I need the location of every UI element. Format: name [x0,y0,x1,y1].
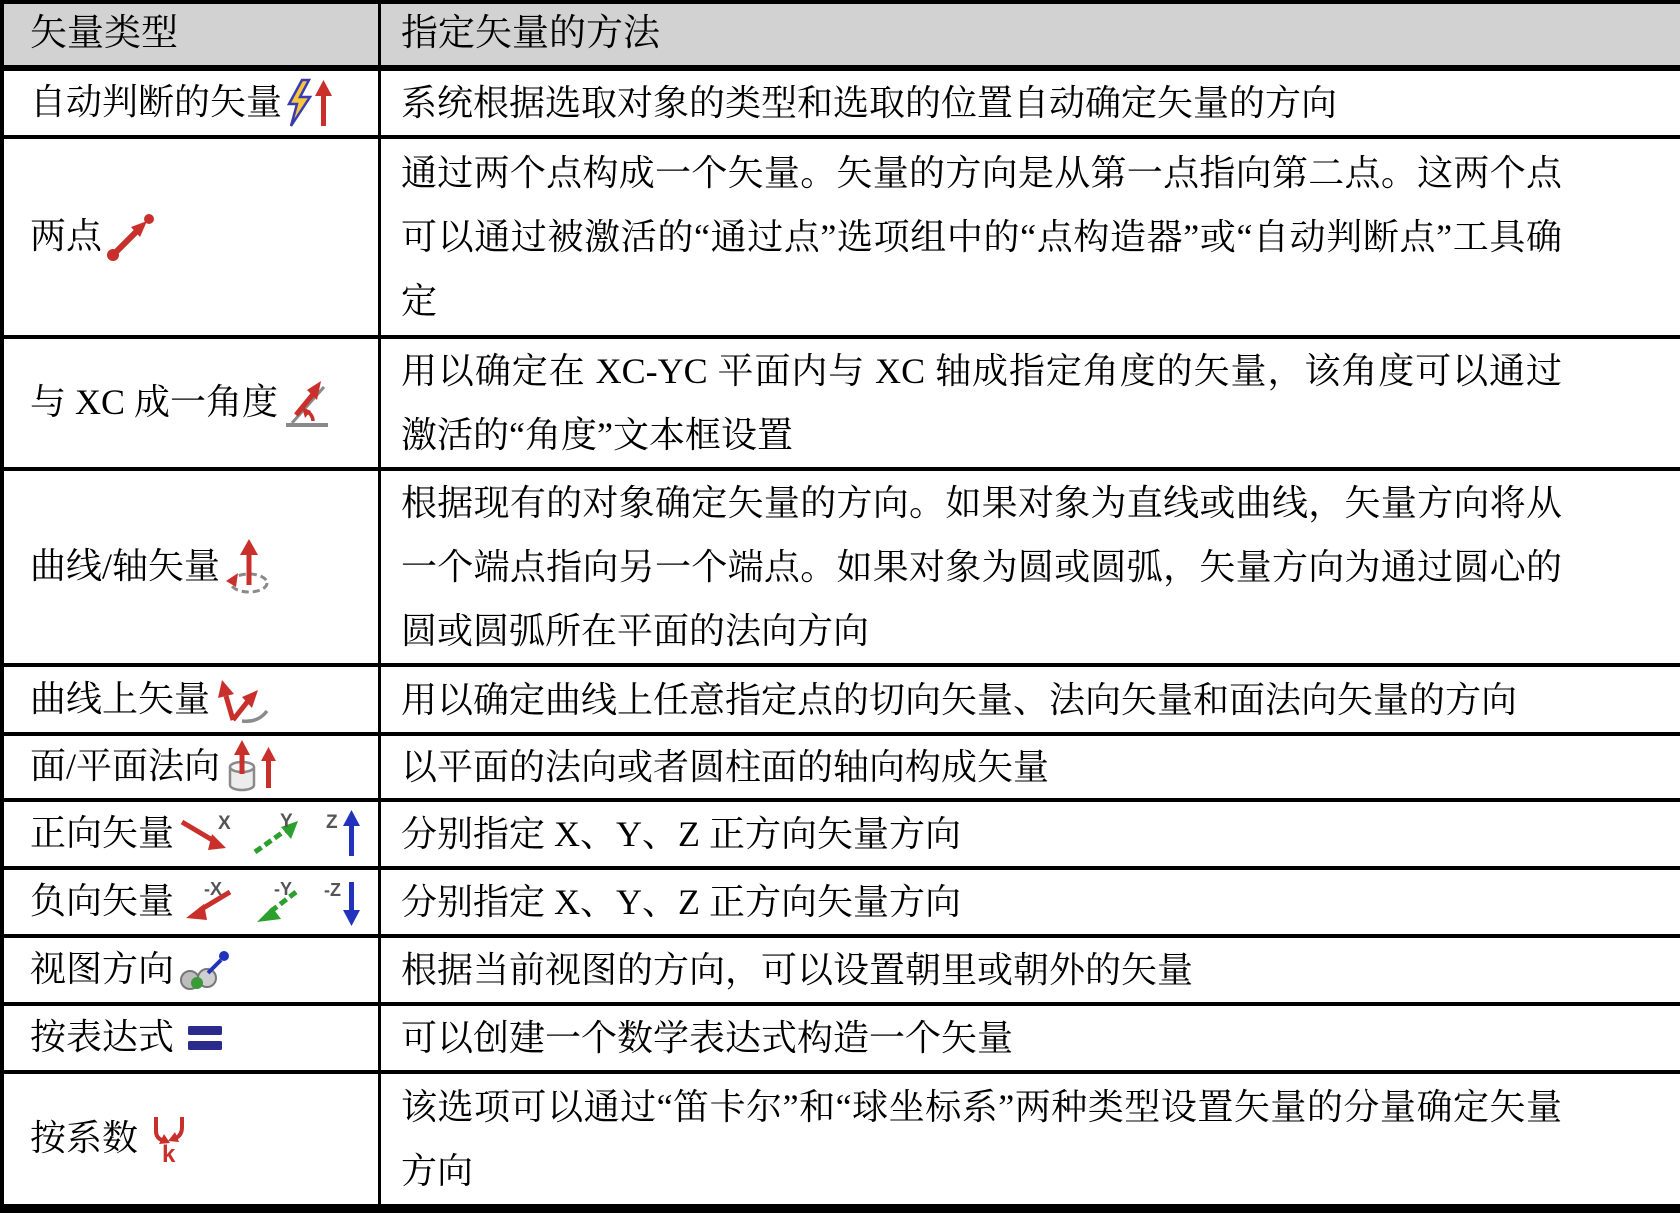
two-points-icon [104,211,156,263]
expression-equals-icon [186,1024,228,1052]
type-label: 负向矢量 [30,881,175,922]
desc-cell [381,802,1680,866]
svg-text:-Z: -Z [324,880,342,900]
desc-cell [381,938,1680,1002]
z-axis-icon [322,810,366,858]
svg-text:Y: Y [280,812,293,832]
desc-text: 通过两个点构成一个矢量。矢量的方向是从第一点指向第二点。这两个点可以通过被激活的“通过点”选项组中的“点构造器”或“自动判断点”工具确定 [401,153,1562,321]
svg-text:k: k [162,1141,176,1165]
neg-x-axis-icon [178,880,236,924]
axis-icons [178,810,366,858]
desc-text: 根据当前视图的方向，可以设置朝里或朝外的矢量 [401,950,1194,990]
desc-text: 可以创建一个数学表达式构造一个矢量 [401,1018,1014,1058]
type-label: 正向矢量 [30,813,175,854]
svg-text:X: X [218,813,231,834]
neg-z-axis-icon [322,878,366,926]
desc-cell [381,471,1680,663]
header-cell-method [381,4,1680,65]
table-header-row [4,4,1680,71]
type-label: 两点 [30,216,103,257]
desc-text: 该选项可以通过“笛卡尔”和“球坐标系”两种类型设置矢量的分量确定矢量方向 [401,1087,1562,1191]
desc-cell [381,339,1680,467]
type-cell [4,471,381,663]
svg-text:Z: Z [326,812,338,833]
table-row [4,938,1680,1006]
face-plane-normal-icon [222,740,280,794]
type-label: 按表达式 [30,1017,175,1058]
type-label: 按系数 [30,1118,139,1159]
type-label: 曲线/轴矢量 [30,546,221,587]
type-label: 面/平面法向 [30,746,221,787]
desc-text: 分别指定 X、Y、Z 正方向矢量方向 [401,882,961,922]
type-cell [4,1006,381,1070]
desc-cell [381,736,1680,798]
table-row [4,1006,1680,1074]
table-row [4,667,1680,736]
table-row [4,870,1680,938]
header-cell-vector-type [4,4,381,65]
y-axis-icon [250,812,308,856]
table-row [4,1074,1680,1204]
desc-cell [381,71,1680,135]
svg-text:-X: -X [204,880,223,899]
coefficient-icon [146,1113,192,1165]
desc-cell [381,870,1680,934]
desc-cell [381,1006,1680,1070]
svg-text:-Y: -Y [274,880,293,899]
table-row [4,471,1680,667]
desc-text: 用以确定曲线上任意指定点的切向矢量、法向矢量和面法向矢量的方向 [401,679,1518,720]
neg-y-axis-icon [250,880,308,924]
desc-cell [381,139,1680,335]
table-row [4,139,1680,339]
x-axis-icon [178,812,236,856]
type-cell [4,736,381,798]
view-direction-icon [176,947,232,993]
type-cell [4,870,381,934]
desc-text: 系统根据选取对象的类型和选取的位置自动确定矢量的方向 [401,83,1338,123]
type-cell [4,71,381,135]
desc-text: 以平面的法向或者圆柱面的轴向构成矢量 [401,747,1050,787]
table-row [4,71,1680,139]
table-row [4,339,1680,471]
type-cell [4,1074,381,1204]
type-label: 与 XC 成一角度 [30,382,279,423]
header-method: 指定矢量的方法 [401,13,660,55]
desc-text: 分别指定 X、Y、Z 正方向矢量方向 [401,814,961,854]
type-cell [4,339,381,467]
type-cell [4,938,381,1002]
table-row [4,802,1680,870]
type-label: 曲线上矢量 [30,678,211,719]
desc-cell [381,1074,1680,1204]
xc-angle-icon [280,377,332,429]
type-cell [4,802,381,866]
type-label: 自动判断的矢量 [30,82,283,123]
desc-cell [381,667,1680,732]
type-cell [4,667,381,732]
auto-infer-vector-icon [284,78,336,128]
curve-axis-vector-icon [222,539,274,595]
desc-text: 用以确定在 XC-YC 平面内与 XC 轴成指定角度的矢量，该角度可以通过激活的“角度”文本框设置 [401,351,1562,455]
type-label: 视图方向 [30,949,175,990]
type-cell [4,139,381,335]
vector-on-curve-icon [212,674,270,726]
axis-icons [178,878,366,926]
desc-text: 根据现有的对象确定矢量的方向。如果对象为直线或曲线，矢量方向将从一个端点指向另一个端点。如果对象为圆或圆弧，矢量方向为通过圆心的圆或圆弧所在平面的法向方向 [401,483,1562,651]
header-vector-type: 矢量类型 [30,13,178,55]
table-row [4,736,1680,802]
